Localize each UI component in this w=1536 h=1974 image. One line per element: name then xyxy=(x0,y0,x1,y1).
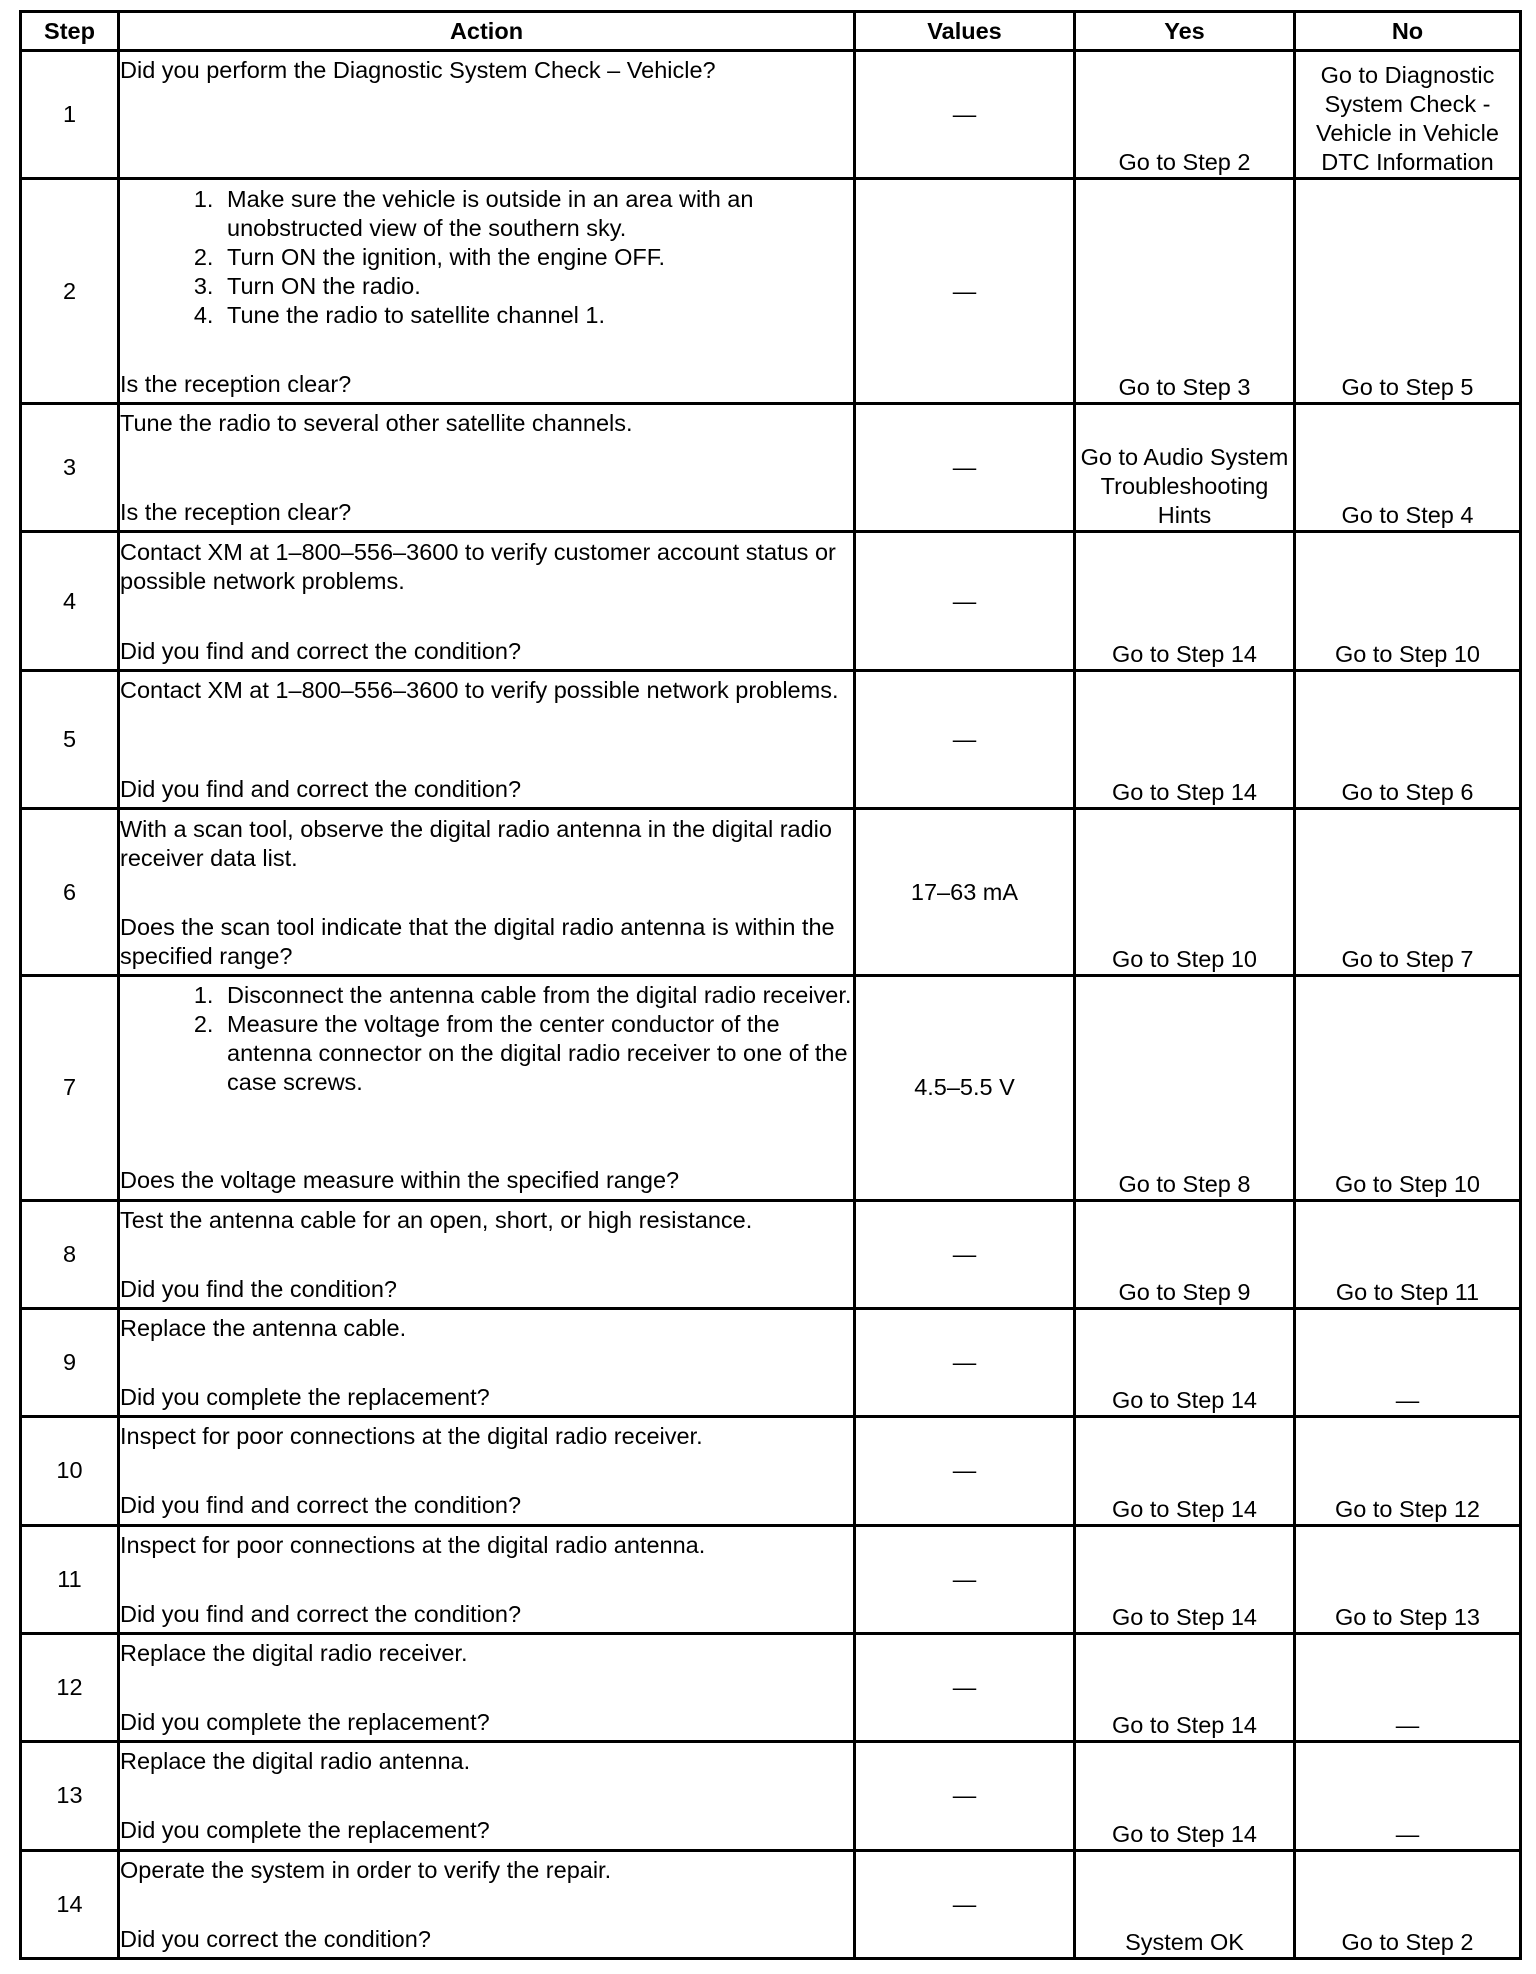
action-instructions xyxy=(120,672,853,705)
no-outcome: — xyxy=(1295,1633,1521,1741)
no-outcome: — xyxy=(1295,1308,1521,1416)
action-question: Did you complete the replacement? xyxy=(120,1709,490,1736)
value-cell: — xyxy=(855,1742,1075,1850)
action-content xyxy=(120,52,853,177)
value-cell: — xyxy=(855,1308,1075,1416)
action-cell xyxy=(119,1200,855,1308)
step-number: 6 xyxy=(21,809,119,976)
table-row xyxy=(21,51,1521,179)
action-content xyxy=(120,977,853,1198)
action-question: Does the voltage measure within the specified range? xyxy=(120,1167,680,1194)
no-outcome: Go to Step 12 xyxy=(1295,1417,1521,1525)
table-row xyxy=(21,404,1521,532)
action-text: Replace the antenna cable. xyxy=(120,1315,407,1342)
yes-outcome: Go to Step 9 xyxy=(1075,1200,1295,1308)
step-number: 14 xyxy=(21,1850,119,1958)
yes-outcome: Go to Step 8 xyxy=(1075,975,1295,1200)
instruction-item: 2. Measure the voltage from the center conductor of the antenna connector on the digital radio receiver to one of the case screws. xyxy=(220,1010,853,1097)
value-cell: — xyxy=(855,1633,1075,1741)
step-number: 7 xyxy=(21,975,119,1200)
instruction-list xyxy=(120,981,853,1097)
action-content xyxy=(120,181,853,402)
action-cell xyxy=(119,1742,855,1850)
table-row xyxy=(21,975,1521,1200)
action-text: Tune the radio to several other satellite channels. xyxy=(120,410,633,437)
action-content xyxy=(120,405,853,530)
action-text: Contact XM at 1–800–556–3600 to verify customer account status or possible network problems. xyxy=(120,538,836,594)
action-content xyxy=(120,1202,853,1307)
step-number: 5 xyxy=(21,670,119,808)
step-number: 13 xyxy=(21,1742,119,1850)
step-number: 3 xyxy=(21,404,119,532)
step-number: 11 xyxy=(21,1525,119,1633)
action-cell xyxy=(119,975,855,1200)
action-text: Contact XM at 1–800–556–3600 to verify possible network problems. xyxy=(120,677,839,704)
table-row xyxy=(21,179,1521,404)
yes-outcome: Go to Step 3 xyxy=(1075,179,1295,404)
action-text: Operate the system in order to verify the repair. xyxy=(120,1856,612,1883)
action-text: Replace the digital radio receiver. xyxy=(120,1640,468,1667)
action-question: Did you find and correct the condition? xyxy=(120,1492,522,1519)
no-outcome: Go to Step 13 xyxy=(1295,1525,1521,1633)
action-cell xyxy=(119,51,855,179)
no-outcome: Go to Step 6 xyxy=(1295,670,1521,808)
value-cell: — xyxy=(855,670,1075,808)
action-instructions xyxy=(120,1852,853,1885)
no-outcome: Go to Step 4 xyxy=(1295,404,1521,532)
yes-outcome: Go to Step 2 xyxy=(1075,51,1295,179)
instruction-list xyxy=(120,185,853,330)
action-question: Did you complete the replacement? xyxy=(120,1817,490,1844)
header-action: Action xyxy=(119,12,855,51)
action-cell xyxy=(119,1417,855,1525)
step-number: 2 xyxy=(21,179,119,404)
yes-outcome: Go to Step 14 xyxy=(1075,1417,1295,1525)
action-content xyxy=(120,1527,853,1632)
action-cell xyxy=(119,809,855,976)
action-text: Inspect for poor connections at the digital radio receiver. xyxy=(120,1423,703,1450)
action-content xyxy=(120,1852,853,1957)
value-cell: — xyxy=(855,1200,1075,1308)
value-cell: — xyxy=(855,179,1075,404)
action-question: Did you find and correct the condition? xyxy=(120,637,522,664)
yes-outcome: Go to Step 14 xyxy=(1075,1633,1295,1741)
header-yes: Yes xyxy=(1075,12,1295,51)
action-question: Did you complete the replacement? xyxy=(120,1384,490,1411)
action-cell xyxy=(119,670,855,808)
yes-outcome: Go to Step 14 xyxy=(1075,532,1295,670)
yes-outcome: Go to Step 14 xyxy=(1075,1308,1295,1416)
action-question: Did you correct the condition? xyxy=(120,1925,431,1952)
value-cell: 4.5–5.5 V xyxy=(855,975,1075,1200)
no-outcome: Go to Step 5 xyxy=(1295,179,1521,404)
instruction-item: 3. Turn ON the radio. xyxy=(220,272,853,301)
value-cell: — xyxy=(855,1850,1075,1958)
no-outcome: Go to Step 10 xyxy=(1295,532,1521,670)
yes-outcome: Go to Audio System Troubleshooting Hints xyxy=(1075,404,1295,532)
header-row xyxy=(21,12,1521,51)
yes-outcome: Go to Step 14 xyxy=(1075,670,1295,808)
action-cell xyxy=(119,179,855,404)
table-row xyxy=(21,1742,1521,1850)
action-text: Replace the digital radio antenna. xyxy=(120,1748,471,1775)
action-instructions xyxy=(120,1310,853,1343)
diagnostic-table xyxy=(19,10,1522,1960)
action-content xyxy=(120,1743,853,1848)
table-row xyxy=(21,532,1521,670)
action-instructions xyxy=(120,52,853,85)
action-instructions xyxy=(120,977,853,1097)
header-no: No xyxy=(1295,12,1521,51)
action-question: Is the reception clear? xyxy=(120,499,352,526)
action-cell xyxy=(119,1633,855,1741)
action-instructions xyxy=(120,1635,853,1668)
action-instructions xyxy=(120,1418,853,1451)
value-cell: — xyxy=(855,1525,1075,1633)
action-question: Did you find and correct the condition? xyxy=(120,1600,522,1627)
action-question: Does the scan tool indicate that the digital radio antenna is within the specified range? xyxy=(120,913,835,969)
no-outcome: Go to Step 7 xyxy=(1295,809,1521,976)
no-outcome: — xyxy=(1295,1742,1521,1850)
action-content xyxy=(120,1635,853,1740)
action-cell xyxy=(119,532,855,670)
action-instructions xyxy=(120,534,853,596)
action-instructions xyxy=(120,181,853,330)
step-number: 9 xyxy=(21,1308,119,1416)
no-outcome: Go to Diagnostic System Check - Vehicle in Vehicle DTC Information xyxy=(1295,51,1521,179)
table-body xyxy=(21,51,1521,1959)
value-cell: — xyxy=(855,404,1075,532)
action-question xyxy=(120,174,853,177)
no-outcome: Go to Step 2 xyxy=(1295,1850,1521,1958)
action-question: Did you find and correct the condition? xyxy=(120,776,522,803)
instruction-item: 2. Turn ON the ignition, with the engine OFF. xyxy=(220,243,853,272)
value-cell: — xyxy=(855,1417,1075,1525)
no-outcome: Go to Step 10 xyxy=(1295,975,1521,1200)
step-number: 4 xyxy=(21,532,119,670)
header-step: Step xyxy=(21,12,119,51)
action-content xyxy=(120,811,853,974)
action-cell xyxy=(119,1308,855,1416)
action-text: Did you perform the Diagnostic System Check – Vehicle? xyxy=(120,57,716,84)
action-text: Inspect for poor connections at the digital radio antenna. xyxy=(120,1531,706,1558)
yes-outcome: Go to Step 14 xyxy=(1075,1742,1295,1850)
yes-outcome: System OK xyxy=(1075,1850,1295,1958)
value-cell: 17–63 mA xyxy=(855,809,1075,976)
action-instructions xyxy=(120,405,853,438)
action-question: Is the reception clear? xyxy=(120,370,352,397)
action-content xyxy=(120,1310,853,1415)
action-cell xyxy=(119,1850,855,1958)
yes-outcome: Go to Step 14 xyxy=(1075,1525,1295,1633)
table-row xyxy=(21,1417,1521,1525)
table-row xyxy=(21,670,1521,808)
action-instructions xyxy=(120,1202,853,1235)
value-cell: — xyxy=(855,51,1075,179)
action-text: With a scan tool, observe the digital radio antenna in the digital radio receiver data list. xyxy=(120,815,832,871)
table-row xyxy=(21,1850,1521,1958)
action-question: Did you find the condition? xyxy=(120,1275,397,1302)
yes-outcome: Go to Step 10 xyxy=(1075,809,1295,976)
table-row xyxy=(21,1200,1521,1308)
action-instructions xyxy=(120,1527,853,1560)
action-instructions xyxy=(120,1743,853,1776)
step-number: 8 xyxy=(21,1200,119,1308)
action-text: Test the antenna cable for an open, short, or high resistance. xyxy=(120,1206,753,1233)
action-content xyxy=(120,534,853,669)
table-row xyxy=(21,1308,1521,1416)
action-content xyxy=(120,1418,853,1523)
step-number: 12 xyxy=(21,1633,119,1741)
instruction-item: 4. Tune the radio to satellite channel 1. xyxy=(220,301,853,330)
table-row xyxy=(21,809,1521,976)
step-number: 1 xyxy=(21,51,119,179)
action-instructions xyxy=(120,811,853,873)
instruction-item: 1. Disconnect the antenna cable from the digital radio receiver. xyxy=(220,981,853,1010)
no-outcome: Go to Step 11 xyxy=(1295,1200,1521,1308)
action-cell xyxy=(119,404,855,532)
action-cell xyxy=(119,1525,855,1633)
header-values: Values xyxy=(855,12,1075,51)
action-content xyxy=(120,672,853,807)
table-row xyxy=(21,1633,1521,1741)
step-number: 10 xyxy=(21,1417,119,1525)
value-cell: — xyxy=(855,532,1075,670)
instruction-item: 1. Make sure the vehicle is outside in an area with an unobstructed view of the southern sky. xyxy=(220,185,853,243)
table-row xyxy=(21,1525,1521,1633)
